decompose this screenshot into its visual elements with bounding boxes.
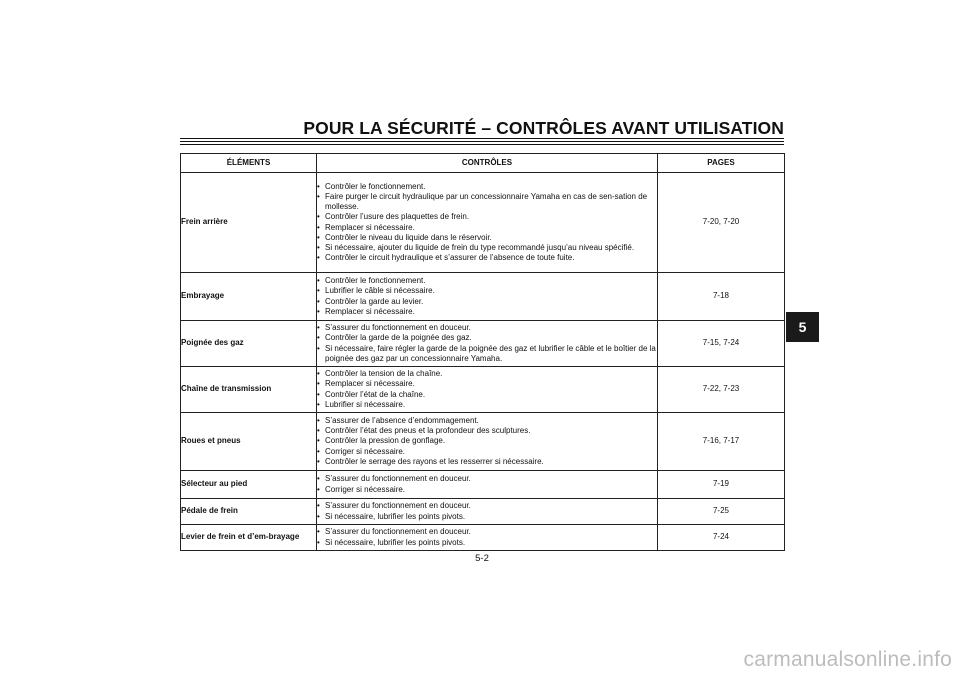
page-reference: 7-16, 7-17 bbox=[658, 413, 785, 471]
checks-list bbox=[317, 527, 657, 547]
page-number: 5-2 bbox=[475, 553, 489, 564]
element-name: Levier de frein et d’em-brayage bbox=[181, 525, 317, 551]
check-item: • Remplacer si nécessaire. bbox=[317, 223, 657, 233]
check-item: • Si nécessaire, ajouter du liquide de frein du type recommandé jusqu’au niveau spécifié. bbox=[317, 243, 657, 253]
check-item: • Remplacer si nécessaire. bbox=[317, 379, 657, 389]
page-reference: 7-18 bbox=[658, 273, 785, 321]
check-item: • Contrôler le circuit hydraulique et s’assurer de l’absence de toute fuite. bbox=[317, 253, 657, 263]
checks-list bbox=[317, 276, 657, 317]
table-row bbox=[181, 499, 785, 525]
table-row bbox=[181, 525, 785, 551]
checks-cell bbox=[317, 367, 658, 413]
checks-list bbox=[317, 501, 657, 521]
check-item: • Contrôler la pression de gonflage. bbox=[317, 436, 657, 446]
check-item: • S’assurer de l’absence d’endommagement. bbox=[317, 416, 657, 426]
page-reference: 7-19 bbox=[658, 471, 785, 499]
check-item: • S’assurer du fonctionnement en douceur. bbox=[317, 527, 657, 537]
check-item: • S’assurer du fonctionnement en douceur. bbox=[317, 474, 657, 484]
checks-cell bbox=[317, 525, 658, 551]
checks-cell bbox=[317, 173, 658, 273]
checks-cell bbox=[317, 471, 658, 499]
title-rule-1 bbox=[180, 138, 784, 139]
check-item: • Contrôler le fonctionnement. bbox=[317, 182, 657, 192]
chapter-tab[interactable]: 5 bbox=[786, 312, 819, 342]
check-item: • Remplacer si nécessaire. bbox=[317, 307, 657, 317]
check-item: • Si nécessaire, faire régler la garde de la poignée des gaz et lubrifier le câble et le boîtier de la poignée des gaz par un concessionnaire Yamaha. bbox=[317, 344, 657, 364]
check-item: • Contrôler l’état de la chaîne. bbox=[317, 390, 657, 400]
page-reference: 7-25 bbox=[658, 499, 785, 525]
table-row bbox=[181, 321, 785, 367]
table-body bbox=[181, 173, 785, 551]
checks-cell bbox=[317, 413, 658, 471]
checks-list bbox=[317, 369, 657, 410]
header-pages: PAGES bbox=[658, 154, 785, 173]
table-row bbox=[181, 413, 785, 471]
check-item: • Contrôler le fonctionnement. bbox=[317, 276, 657, 286]
check-item: • Contrôler la garde de la poignée des gaz. bbox=[317, 333, 657, 343]
check-item: • Lubrifier le câble si nécessaire. bbox=[317, 286, 657, 296]
table-row bbox=[181, 273, 785, 321]
checks-list bbox=[317, 474, 657, 494]
header-elements: ÉLÉMENTS bbox=[181, 154, 317, 173]
check-item: • Corriger si nécessaire. bbox=[317, 485, 657, 495]
checks-list bbox=[317, 416, 657, 467]
page-reference: 7-15, 7-24 bbox=[658, 321, 785, 367]
page-reference: 7-24 bbox=[658, 525, 785, 551]
table-row bbox=[181, 367, 785, 413]
table-row bbox=[181, 173, 785, 273]
check-item: • Contrôler le niveau du liquide dans le réservoir. bbox=[317, 233, 657, 243]
check-item: • Si nécessaire, lubrifier les points pivots. bbox=[317, 512, 657, 522]
check-item: • Contrôler la garde au levier. bbox=[317, 297, 657, 307]
element-name: Poignée des gaz bbox=[181, 321, 317, 367]
watermark[interactable]: carmanualsonline.info bbox=[743, 648, 952, 671]
check-item: • Contrôler le serrage des rayons et les resserrer si nécessaire. bbox=[317, 457, 657, 467]
checks-list bbox=[317, 182, 657, 264]
element-name: Frein arrière bbox=[181, 173, 317, 273]
table-row bbox=[181, 471, 785, 499]
checks-cell bbox=[317, 499, 658, 525]
header-checks: CONTRÔLES bbox=[317, 154, 658, 173]
element-name: Embrayage bbox=[181, 273, 317, 321]
element-name: Roues et pneus bbox=[181, 413, 317, 471]
check-item: • S’assurer du fonctionnement en douceur. bbox=[317, 323, 657, 333]
check-item: • Faire purger le circuit hydraulique par un concessionnaire Yamaha en cas de sen-sation de mollesse. bbox=[317, 192, 657, 212]
element-name: Sélecteur au pied bbox=[181, 471, 317, 499]
page-reference: 7-20, 7-20 bbox=[658, 173, 785, 273]
check-item: • Lubrifier si nécessaire. bbox=[317, 400, 657, 410]
page-title: POUR LA SÉCURITÉ – CONTRÔLES AVANT UTILISATION bbox=[303, 118, 784, 138]
checks-list bbox=[317, 323, 657, 364]
title-rule-2 bbox=[180, 141, 784, 142]
element-name: Pédale de frein bbox=[181, 499, 317, 525]
title-rule-3 bbox=[180, 144, 784, 145]
table-header-row bbox=[181, 154, 785, 173]
check-item: • Contrôler l’état des pneus et la profondeur des sculptures. bbox=[317, 426, 657, 436]
check-item: • S’assurer du fonctionnement en douceur. bbox=[317, 501, 657, 511]
pre-operation-checklist-table bbox=[180, 153, 785, 551]
check-item: • Si nécessaire, lubrifier les points pivots. bbox=[317, 538, 657, 548]
check-item: • Contrôler l’usure des plaquettes de frein. bbox=[317, 212, 657, 222]
checks-cell bbox=[317, 273, 658, 321]
element-name: Chaîne de transmission bbox=[181, 367, 317, 413]
checks-cell bbox=[317, 321, 658, 367]
check-item: • Contrôler la tension de la chaîne. bbox=[317, 369, 657, 379]
page-reference: 7-22, 7-23 bbox=[658, 367, 785, 413]
check-item: • Corriger si nécessaire. bbox=[317, 447, 657, 457]
